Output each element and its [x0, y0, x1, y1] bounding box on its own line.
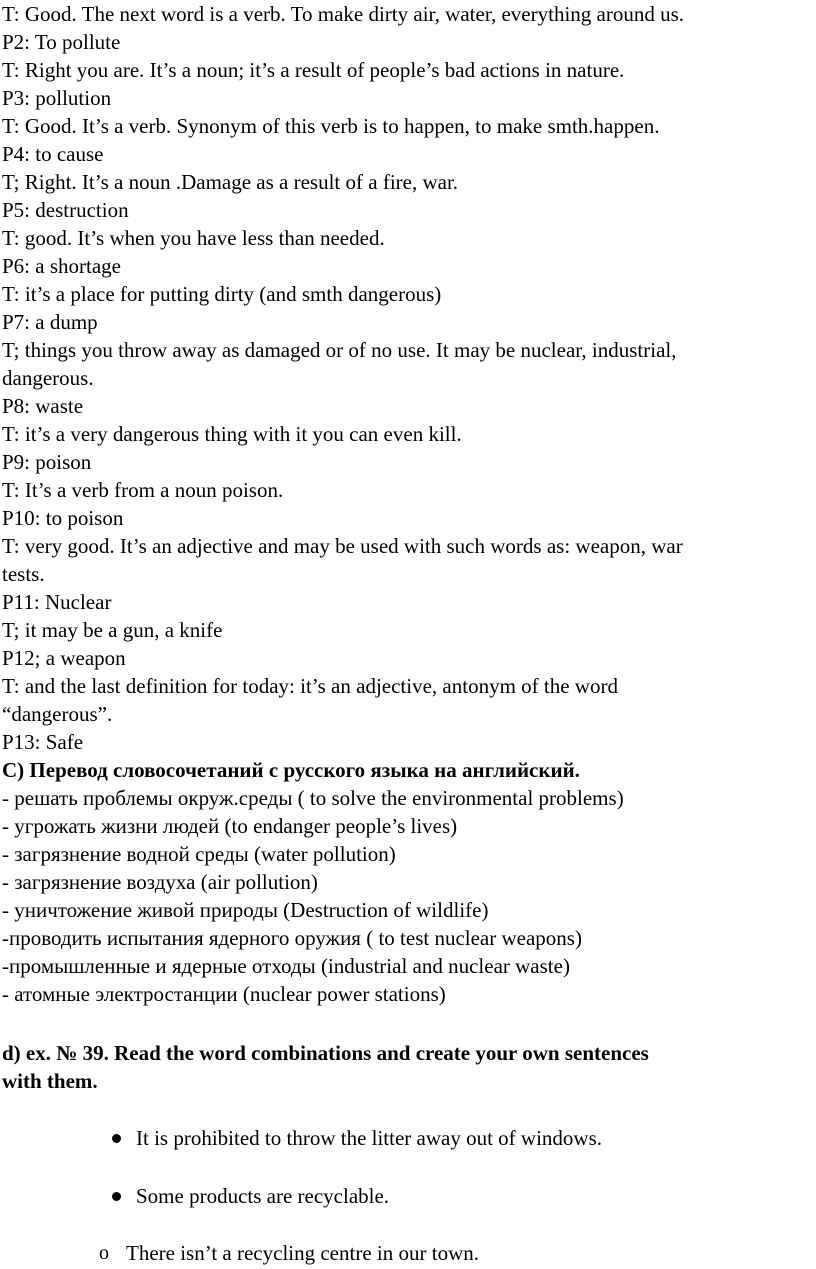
dialogue-line: T: it’s a place for putting dirty (and smth dangerous) [2, 282, 442, 306]
translation-item: - угрожать жизни людей (to endanger people’s lives) [2, 814, 458, 838]
dialogue-line: dangerous. [2, 366, 94, 390]
dialogue-line: P2: To pollute [2, 30, 121, 54]
translation-item: - загрязнение водной среды (water pollution) [2, 842, 396, 866]
dialogue-line: P7: a dump [2, 310, 98, 334]
bullet-text: There isn’t a recycling centre in our town. [126, 1241, 479, 1265]
dialogue-line: T: very good. It’s an adjective and may be used with such words as: weapon, war [2, 534, 683, 558]
dialogue-line: T: and the last definition for today: it’s an adjective, antonym of the word [2, 674, 618, 698]
bullet-item [0, 1124, 816, 1152]
dialogue-line: P11: Nuclear [2, 590, 112, 614]
dialogue-line: tests. [2, 562, 45, 586]
dialogue-line: P9: poison [2, 450, 92, 474]
dialogue-line: T; Right. It’s a noun .Damage as a result of a fire, war. [2, 170, 459, 194]
translation-item: - уничтожение живой природы (Destruction of wildlife) [2, 898, 489, 922]
dialogue-line: T: It’s a verb from a noun poison. [2, 478, 284, 502]
circle-bullet-icon: o [99, 1242, 109, 1264]
dialogue-line: P3: pollution [2, 86, 112, 110]
section-c-heading: С) Перевод словосочетаний с русского языка на английский. [2, 758, 580, 782]
section-d-heading: d) ex. № 39. Read the word combinations and create your own sentences [2, 1041, 649, 1065]
dialogue-line: P13: Safe [2, 730, 84, 754]
translation-item: - решать проблемы окруж.среды ( to solve the environmental problems) [2, 786, 624, 810]
dialogue-line: P10: to poison [2, 506, 124, 530]
dialogue-line: “dangerous”. [2, 702, 113, 726]
dialogue-line: P6: a shortage [2, 254, 121, 278]
translation-item: -промышленные и ядерные отходы (industrial and nuclear waste) [2, 954, 570, 978]
dialogue-line: T; it may be a gun, a knife [2, 618, 223, 642]
bullet-text: It is prohibited to throw the litter away out of windows. [136, 1126, 603, 1150]
dialogue-line: T: good. It’s when you have less than needed. [2, 226, 385, 250]
bullet-icon [112, 1134, 121, 1143]
dialogue-line: P5: destruction [2, 198, 129, 222]
section-d-heading-cont: with them. [2, 1069, 98, 1093]
dialogue-line: T: Right you are. It’s a noun; it’s a result of people’s bad actions in nature. [2, 58, 625, 82]
dialogue-line: T: Good. The next word is a verb. To make dirty air, water, everything around us. [2, 2, 685, 26]
dialogue-line: P12; a weapon [2, 646, 126, 670]
dialogue-line: P4: to cause [2, 142, 104, 166]
translation-item: -проводить испытания ядерного оружия ( to test nuclear weapons) [2, 926, 582, 950]
bullet-icon [112, 1192, 121, 1201]
translation-item: - атомные электростанции (nuclear power stations) [2, 982, 446, 1006]
circle-bullet-item [0, 1239, 816, 1267]
dialogue-line: T: Good. It’s a verb. Synonym of this verb is to happen, to make smth.happen. [2, 114, 660, 138]
dialogue-line: P8: waste [2, 394, 84, 418]
translation-item: - загрязнение воздуха (air pollution) [2, 870, 318, 894]
dialogue-line: T: it’s a very dangerous thing with it you can even kill. [2, 422, 462, 446]
dialogue-line: T; things you throw away as damaged or of no use. It may be nuclear, industrial, [2, 338, 677, 362]
bullet-item [0, 1182, 816, 1210]
bullet-text: Some products are recyclable. [136, 1184, 390, 1208]
